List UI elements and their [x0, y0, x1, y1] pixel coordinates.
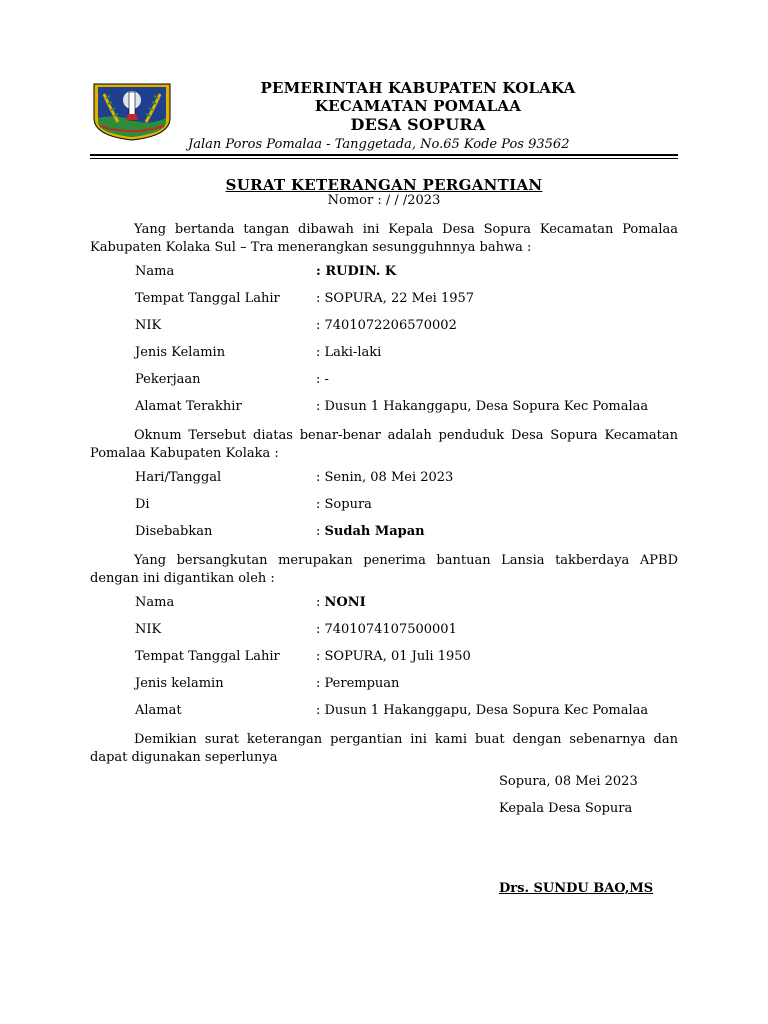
letter-number: Nomor : / / /2023 — [327, 193, 441, 208]
field-value: : Perempuan — [316, 676, 400, 691]
field-label: Tempat Tanggal Lahir — [135, 291, 280, 306]
signatory-name: Drs. SUNDU BAO,MS — [499, 881, 654, 896]
signature-place-date: Sopura, 08 Mei 2023 — [499, 774, 638, 789]
field-value: : RUDIN. K — [316, 264, 397, 279]
field-value: : Sudah Mapan — [316, 524, 425, 539]
letterhead-regency: PEMERINTAH KABUPATEN KOLAKA — [260, 79, 576, 97]
field-value: : Senin, 08 Mei 2023 — [316, 470, 454, 485]
letterhead-village: DESA SOPURA — [350, 115, 486, 134]
field-label: Tempat Tanggal Lahir — [135, 649, 280, 664]
field-label: Pekerjaan — [135, 372, 201, 387]
field-value: : - — [316, 372, 329, 387]
field-label: Nama — [135, 264, 175, 279]
field-label: NIK — [135, 622, 162, 637]
field-value: : SOPURA, 01 Juli 1950 — [316, 649, 471, 664]
closing-paragraph: Demikian surat keterangan pergantian ini kami buat dengan sebenarnya dan dapat digunakan seperlunya — [90, 732, 678, 765]
field-value: : NONI — [316, 595, 366, 610]
field-label: Alamat Terakhir — [135, 399, 242, 414]
letterhead-address: Jalan Poros Pomalaa - Tanggetada, No.65 Kode Pos 93562 — [188, 137, 570, 152]
field-label: Hari/Tanggal — [135, 470, 222, 485]
field-label: Di — [135, 497, 150, 512]
field-label: Jenis kelamin — [135, 676, 224, 691]
field-label: NIK — [135, 318, 162, 333]
letterhead-divider-thick — [90, 154, 678, 156]
field-value: : Dusun 1 Hakanggapu, Desa Sopura Kec Pomalaa — [316, 399, 649, 414]
intro-paragraph: Yang bertanda tangan dibawah ini Kepala Desa Sopura Kecamatan Pomalaa Kabupaten Kolaka Sul – Tra menerangkan sesungguhnnya bahwa : — [90, 222, 678, 255]
reason-text: Sudah Mapan — [324, 524, 425, 539]
letterhead-district: KECAMATAN POMALAA — [314, 97, 522, 115]
field-value: : 7401072206570002 — [316, 318, 457, 333]
person2-name-text: NONI — [324, 595, 366, 610]
field-value: : Sopura — [316, 497, 372, 512]
field-value: : 7401074107500001 — [316, 622, 457, 637]
field-label: Alamat — [135, 703, 182, 718]
letterhead-divider-thin — [90, 158, 678, 159]
replacement-paragraph: Yang bersangkutan merupakan penerima bantuan Lansia takberdaya APBD dengan ini digantikan oleh : — [90, 553, 678, 586]
statement-paragraph: Oknum Tersebut diatas benar-benar adalah penduduk Desa Sopura Kecamatan Pomalaa Kabupaten Kolaka : — [90, 428, 678, 461]
field-value: : SOPURA, 22 Mei 1957 — [316, 291, 475, 306]
field-value: : Dusun 1 Hakanggapu, Desa Sopura Kec Pomalaa — [316, 703, 649, 718]
signature-role: Kepala Desa Sopura — [499, 801, 633, 816]
field-label: Disebabkan — [135, 524, 213, 539]
letter-title: SURAT KETERANGAN PERGANTIAN — [225, 176, 543, 194]
field-value: : Laki-laki — [316, 345, 382, 360]
field-label: Jenis Kelamin — [135, 345, 226, 360]
field-label: Nama — [135, 595, 175, 610]
